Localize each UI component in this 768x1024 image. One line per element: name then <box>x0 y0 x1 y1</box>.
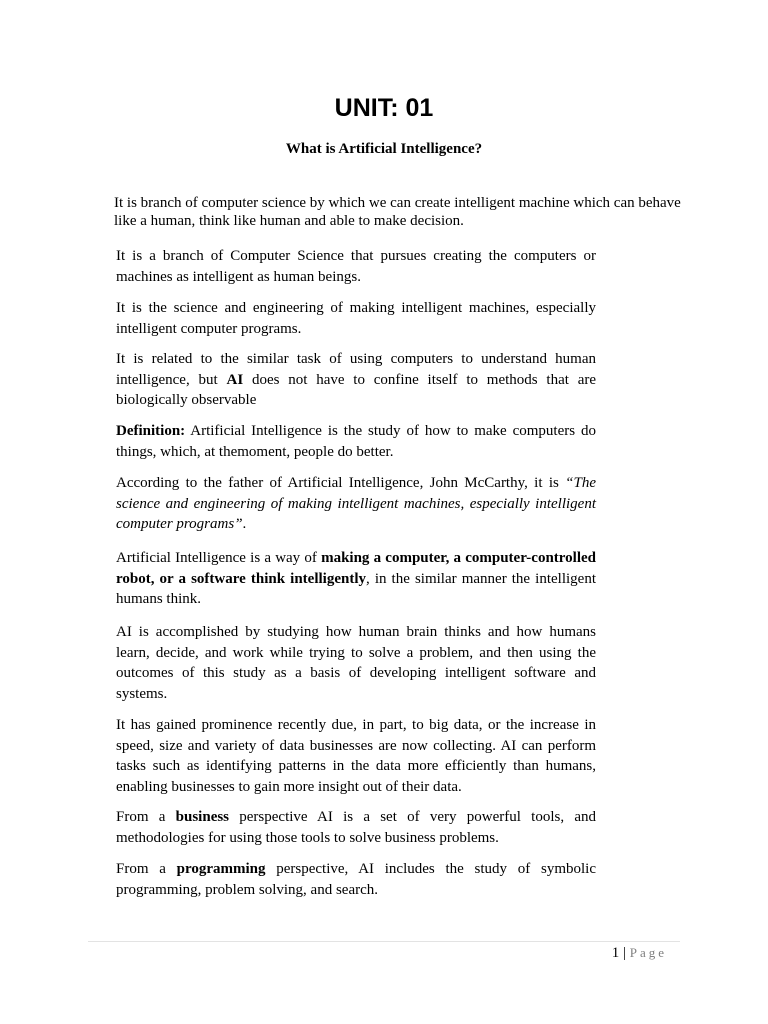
bold-term: AI <box>226 371 244 388</box>
paragraph-text: , in the similar manner the intelligent humans think. <box>116 570 596 607</box>
definition-label: Definition: <box>116 423 186 439</box>
paragraph-accomplished: AI is accomplished by studying how human brain thinks and how humans learn, decide, and work while trying to solve a problem, and then using the outcomes of this study as a basis of developing intelligent software and systems. <box>116 624 596 702</box>
page-label: Page <box>629 945 667 960</box>
bold-phrase: making a computer, a computer-controlled robot, or a software think intelligently <box>116 550 597 587</box>
paragraph-text: Artificial Intelligence is a way of <box>116 550 322 566</box>
quote-text: “The science and engineering of making intelligent machines, especially intelligent computer programs” <box>116 475 596 532</box>
paragraph-text: perspective AI is a set of very powerful tools, and methodologies for using those tools to solve business problems. <box>116 809 596 846</box>
paragraph-text: perspective, AI includes the study of symbolic programming, problem solving, and search. <box>116 861 596 898</box>
paragraph-definition <box>116 421 596 462</box>
paragraph-text: Artificial Intelligence is the study of how to make computers do things, which, at themoment, people do better. <box>116 423 596 460</box>
page-footer <box>612 944 667 962</box>
paragraph-text: From a <box>116 809 176 825</box>
section-heading: What is Artificial Intelligence? <box>285 141 483 157</box>
paragraph-science-engineering: It is the science and engineering of making intelligent machines, especially intelligent computer programs. <box>116 300 596 337</box>
bold-term: business <box>175 809 230 825</box>
paragraph-text: According to the father of Artificial Intelligence, John McCarthy, it is <box>116 475 566 491</box>
paragraph-related-task <box>116 349 596 411</box>
paragraph-prominence: It has gained prominence recently due, in part, to big data, or the increase in speed, size and variety of data businesses are now collecting. AI can perform tasks such as identifying patterns in the data more efficiently than humans, enabling businesses to gain more insight out of their data. <box>116 717 596 795</box>
page-title: UNIT: 01 <box>334 94 434 122</box>
bold-term: programming <box>176 861 266 877</box>
paragraph-way-of-making <box>116 548 596 610</box>
footer-separator: | <box>622 945 626 961</box>
paragraph-text: From a <box>116 861 177 877</box>
paragraph-programming-perspective <box>116 859 596 900</box>
paragraph-mccarthy-quote <box>116 473 596 535</box>
footer-divider <box>88 941 680 942</box>
page-number: 1 <box>611 945 620 961</box>
paragraph-text: does not have to confine itself to methods that are biologically observable <box>116 371 597 408</box>
paragraph-text: . <box>242 516 247 532</box>
paragraph-text: It is related to the similar task of using computers to understand human intelligence, but <box>116 351 596 388</box>
paragraph-branch-of-cs: It is a branch of Computer Science that pursues creating the computers or machines as intelligent as human beings. <box>116 248 596 285</box>
paragraph-business-perspective <box>116 807 596 848</box>
intro-paragraph: It is branch of computer science by which we can create intelligent machine which can behave like a human, think like human and able to make decision. <box>114 195 681 229</box>
